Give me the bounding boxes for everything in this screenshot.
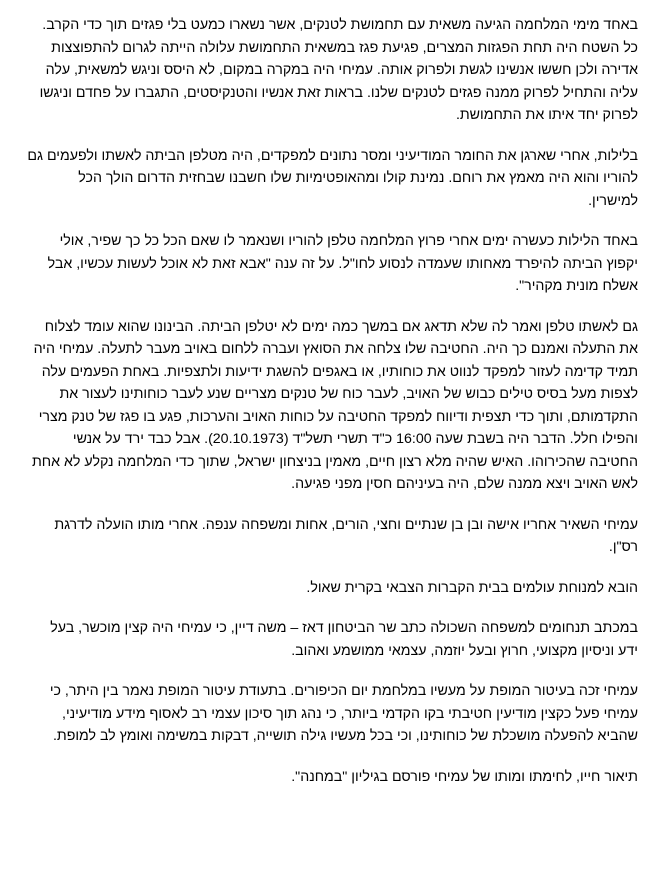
paragraph-family: עמיחי השאיר אחריו אישה ובן בן שנתיים וחצי, הורים, אחות ומשפחה ענפה. אחרי מותו הועלה לדרגת רס"ן. [54, 516, 638, 555]
paragraph-ammunition-truck: באחד מימי המלחמה הגיעה משאית עם תחמושת לטנקים, אשר נשארו כמעט בלי פגזים תוך כדי הקרב. כל השטח היה תחת הפגזות המצרים, פגיעת פגז במשאית התחמושת עלולה הייתה לגרום להתפוצצות אדירה ולכן חששו אנשינו לגשת ולפרוק אותה. עמיחי היה במקרה במקום, לא היסס וניגש למשאית, עלה עליה והתחיל לפרוק ממנה פגזים לטנקים שלנו. בראות זאת אנשיו והטנקיסטים, התגברו על פחדם וניגשו לפרוק יחד איתו את התחמושת. [39, 17, 638, 123]
paragraph-call-to-parents: באחד הלילות כעשרה ימים אחרי פרוץ המלחמה טלפן להוריו ושנאמר לו שאם הכל כל כך שפיר, אולי יקפוץ הביתה להיפרד מאחותו שעמדה לנסוע לחו"ל. על זה ענה "אבא זאת לא אוכל לעשות עכשיו, אבל אשלח מונית מקהיר". [47, 233, 638, 294]
paragraph-phone-calls: בלילות, אחרי שארגן את החומר המודיעיני ומסר נתונים למפקדים, היה מטלפן הביתה לאשתו ולפעמים גם להוריו והוא היה מאמץ את רוחם. נמינת קולו ומהאופטימיות שלו חשבנו שבחזית הדרום הולך הכל למישרין. [27, 147, 638, 209]
paragraph-condolence-letter: במכתב תנחומים למשפחה השכולה כתב שר הביטחון דאז – משה דיין, כי עמיחי היה קצין מוכשר, בעל ידע וניסיון מקצועי, חרוץ ובעל יוזמה, עצמאי ממושמע ואהוב. [50, 620, 638, 659]
paragraph-medal: עמיחי זכה בעיטור המופת על מעשיו במלחמת יום הכיפורים. בתעודת עיטור המופת נאמר בין היתר, כי עמיחי פעל כקצין מודיעין חטיבתי בקו הקדמי ביותר, כי נהג תוך סיכון עצמי רב לאסוף מידע מודיעיני, שהביא להפעלה מושכלת של כוחותינו, וכי בכל מעשיו גילה תושייה, דבקות במשימה ואומץ לב למופת. [49, 683, 638, 744]
paragraph-burial: הובא למנוחת עולמים בבית הקברות הצבאי בקרית שאול. [306, 579, 638, 596]
paragraph-publication: תיאור חייו, לחימתו ומותו של עמיחי פורסם בגיליון "במחנה". [291, 768, 638, 785]
document-page [27, 14, 638, 806]
paragraph-canal-crossing: גם לאשתו טלפן ואמר לה שלא תדאג אם במשך כמה ימים לא יטלפן הביתה. הבינונו שהוא עומד לצלוח את התעלה ואמנם כך היה. החטיבה שלו צלחה את הסואץ ועברה ללחום באויב מעבר לתעלה. עמיחי היה תמיד קדימה לעזור למפקד לנווט את כוחותיו, או באגפים להשגת ידיעות ולתצפיות. באחת הפעמים עלה לצפות מעל בסיס טילים כבוש של האויב, לעבר כוח של טנקים מצריים שנע לעבר כוחותינו לעצור את התקדמותם, ותוך כדי תצפית ודיווח למפקד החטיבה על כוחות האויב והערכות, פגע בו פגז של טנק מצרי והפילו חלל. הדבר היה בשבת שעה 16:00 כ"ד תשרי תשל"ד (20.10.1973). אבל כבד ירד על אנשי החטיבה שהכירוהו. האיש שהיה מלא רצון חיים, מאמין בניצחון ישראל, שתוך כדי המלחמה נקלע לא אחת לאש האויב ויצא ממנה שלם, היה בעיניהם חסין מפני פגיעה. [31, 318, 638, 492]
